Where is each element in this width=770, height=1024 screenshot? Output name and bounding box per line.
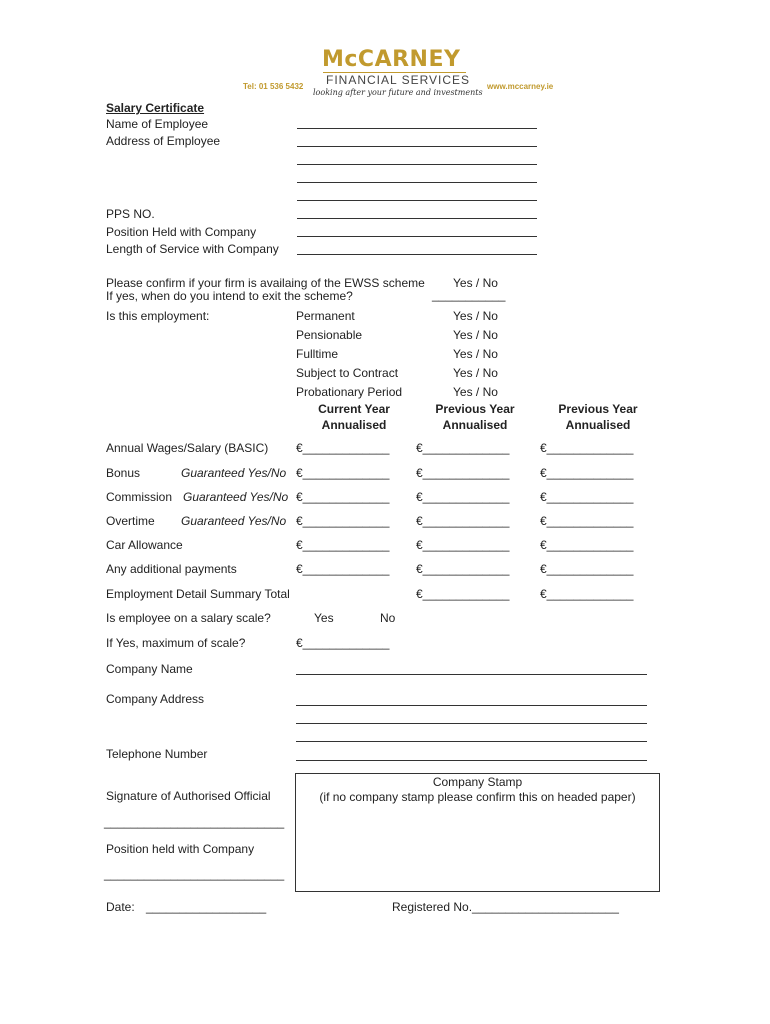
amount-field[interactable]: €_____________ (296, 466, 390, 480)
ewss-yes-no[interactable]: Yes / No (453, 276, 498, 290)
employment-item-value[interactable]: Yes / No (453, 309, 498, 323)
employment-item-label: Pensionable (296, 328, 363, 342)
address-line-2[interactable] (297, 164, 537, 165)
employment-item-value[interactable]: Yes / No (453, 347, 498, 361)
employment-item-value[interactable]: Yes / No (453, 385, 498, 399)
length-line[interactable] (297, 254, 537, 255)
logo-subtitle: FINANCIAL SERVICES (326, 73, 471, 87)
employment-item-label: Probationary Period (296, 385, 403, 399)
amount-field[interactable]: €_____________ (540, 587, 634, 601)
amount-field[interactable]: €_____________ (416, 441, 510, 455)
amount-field[interactable]: €_____________ (540, 514, 634, 528)
ewss-exit-question: If yes, when do you intend to exit the scheme? (106, 289, 353, 303)
col-current-header: Current Year (318, 402, 390, 416)
scale-max-label: If Yes, maximum of scale? (106, 636, 246, 650)
pps-line[interactable] (297, 218, 537, 219)
stamp-title: Company Stamp (432, 775, 523, 789)
amount-field[interactable]: €_____________ (296, 514, 390, 528)
position-held-label: Position held with Company (106, 842, 255, 856)
col-previous1-sub: Annualised (442, 418, 508, 432)
telephone-line[interactable] (296, 760, 647, 761)
employment-item-label: Permanent (296, 309, 355, 323)
telephone-label: Telephone Number (106, 747, 208, 761)
row-overtime-label: Overtime (106, 514, 155, 528)
position-label: Position Held with Company (106, 225, 257, 239)
row-commission-label: Commission (106, 490, 173, 504)
position-line[interactable] (297, 236, 537, 237)
employment-item-value[interactable]: Yes / No (453, 366, 498, 380)
date-line[interactable]: __________________ (146, 900, 267, 914)
name-label: Name of Employee (106, 117, 209, 131)
row-summary-label: Employment Detail Summary Total (106, 587, 290, 601)
guaranteed-option[interactable]: Guaranteed Yes/No (181, 514, 287, 528)
guaranteed-option[interactable]: Guaranteed Yes/No (181, 466, 287, 480)
scale-yes[interactable]: Yes (314, 611, 334, 625)
logo-text: McCARNEY (322, 47, 461, 72)
amount-field[interactable]: €_____________ (416, 562, 510, 576)
date-label: Date: (106, 900, 135, 914)
amount-field[interactable]: €_____________ (416, 587, 510, 601)
ewss-exit-blank[interactable]: ___________ (432, 288, 506, 302)
row-bonus-label: Bonus (106, 466, 141, 480)
page-title: Salary Certificate (106, 101, 205, 115)
col-current-sub: Annualised (321, 418, 387, 432)
employment-item-value[interactable]: Yes / No (453, 328, 498, 342)
company-address-label: Company Address (106, 692, 205, 706)
amount-field[interactable]: €_____________ (296, 636, 390, 650)
logo-tagline: looking after your future and investments (313, 88, 483, 97)
amount-field[interactable]: €_____________ (296, 441, 390, 455)
address-line-1[interactable] (297, 146, 537, 147)
amount-field[interactable]: €_____________ (416, 538, 510, 552)
amount-field[interactable]: €_____________ (296, 562, 390, 576)
employment-item-label: Fulltime (296, 347, 339, 361)
col-previous2-header: Previous Year (558, 402, 638, 416)
amount-field[interactable]: €_____________ (540, 562, 634, 576)
employment-label: Is this employment: (106, 309, 210, 323)
col-previous1-header: Previous Year (435, 402, 515, 416)
registered-no[interactable]: Registered No.______________________ (392, 900, 619, 914)
amount-field[interactable]: €_____________ (416, 490, 510, 504)
row-additional-label: Any additional payments (106, 562, 237, 576)
signature-line[interactable]: ___________________________ (104, 815, 285, 829)
signature-label: Signature of Authorised Official (106, 789, 271, 803)
amount-field[interactable]: €_____________ (416, 514, 510, 528)
ewss-question: Please confirm if your firm is availaing of the EWSS scheme (106, 276, 425, 290)
name-line[interactable] (297, 128, 537, 129)
amount-field[interactable]: €_____________ (540, 538, 634, 552)
scale-question: Is employee on a salary scale? (106, 611, 271, 625)
amount-field[interactable]: €_____________ (540, 466, 634, 480)
guaranteed-option[interactable]: Guaranteed Yes/No (183, 490, 289, 504)
amount-field[interactable]: €_____________ (540, 490, 634, 504)
length-label: Length of Service with Company (106, 242, 279, 256)
amount-field[interactable]: €_____________ (416, 466, 510, 480)
address-line-3[interactable] (297, 182, 537, 183)
company-name-line[interactable] (296, 674, 647, 675)
address-line-4[interactable] (297, 200, 537, 201)
company-address-line-3[interactable] (296, 741, 647, 742)
amount-field[interactable]: €_____________ (296, 490, 390, 504)
amount-field[interactable]: €_____________ (540, 441, 634, 455)
header-website: www.mccarney.ie (487, 82, 554, 91)
header-phone: Tel: 01 536 5432 (243, 82, 304, 91)
stamp-note: (if no company stamp please confirm this on headed paper) (319, 790, 636, 804)
company-address-line-1[interactable] (296, 705, 647, 706)
row-car-label: Car Allowance (106, 538, 183, 552)
row-basic-label: Annual Wages/Salary (BASIC) (106, 441, 269, 455)
employment-item-label: Subject to Contract (296, 366, 399, 380)
col-previous2-sub: Annualised (565, 418, 631, 432)
company-address-line-2[interactable] (296, 723, 647, 724)
amount-field[interactable]: €_____________ (296, 538, 390, 552)
position-held-line[interactable]: ___________________________ (104, 867, 285, 881)
address-label: Address of Employee (106, 134, 221, 148)
pps-label: PPS NO. (106, 207, 155, 221)
company-name-label: Company Name (106, 662, 193, 676)
scale-no[interactable]: No (380, 611, 396, 625)
